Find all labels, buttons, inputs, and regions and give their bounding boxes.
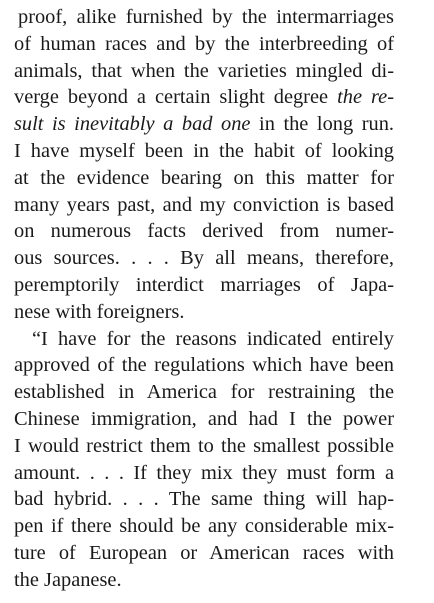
italic-run: the re- xyxy=(337,86,395,109)
text-line: established in America for restraining the xyxy=(14,381,394,404)
text-line: peremptorily interdict marriages of Japa- xyxy=(14,273,394,296)
text-line xyxy=(14,84,394,111)
text-line: nese with foreigners. xyxy=(14,300,185,323)
text-run: in the long run. xyxy=(250,113,394,136)
text-line: the Japanese. xyxy=(14,568,122,591)
text-line: at the evidence bearing on this matter for xyxy=(14,166,394,189)
text-line: bad hybrid. . . . The same thing will hap- xyxy=(14,488,394,511)
body-text xyxy=(14,4,394,594)
text-line xyxy=(14,111,394,138)
text-line: proof, alike furnished by the intermarriages xyxy=(18,6,394,28)
text-line: approved of the regulations which have been xyxy=(14,354,394,377)
italic-run: sult is inevitably a bad one xyxy=(14,113,251,136)
text-line: Chinese immigration, and had I the power xyxy=(14,407,394,430)
text-line: I have myself been in the habit of looking xyxy=(14,139,394,162)
text-line: on numerous facts derived from numer- xyxy=(14,220,394,243)
text-line: pen if there should be any considerable mix- xyxy=(14,515,394,538)
text-line: “I have for the reasons indicated entirely xyxy=(32,327,394,350)
text-line: of human races and by the interbreeding of xyxy=(14,32,394,55)
text-line: many years past, and my conviction is based xyxy=(14,193,394,216)
text-line: amount. . . . If they mix they must form a xyxy=(14,461,394,484)
text-line: ous sources. . . . By all means, therefore, xyxy=(14,247,394,270)
text-line: ture of European or American races with xyxy=(14,541,394,564)
text-line: I would restrict them to the smallest possible xyxy=(14,434,394,457)
text-run: verge beyond a certain slight degree xyxy=(14,86,338,109)
text-line: animals, that when the varieties mingled di- xyxy=(14,59,394,82)
